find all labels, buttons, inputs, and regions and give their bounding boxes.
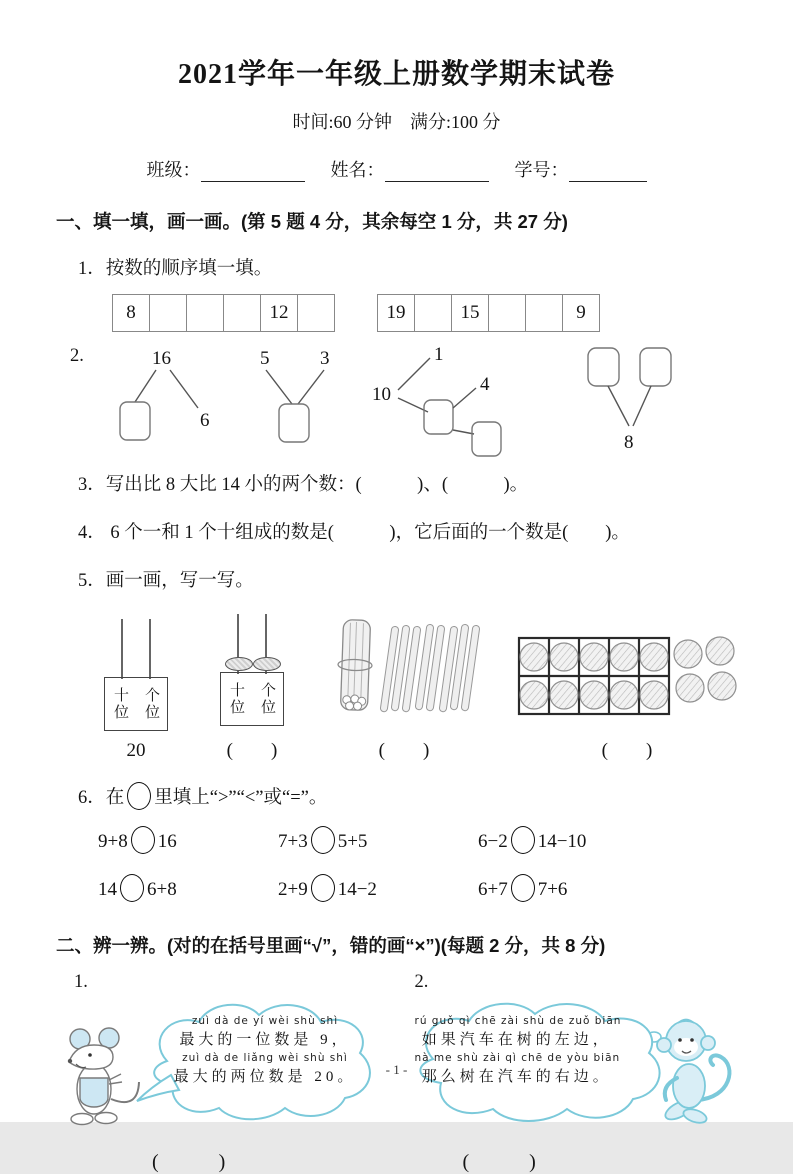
strip1-cell[interactable] — [186, 294, 224, 332]
right-expression: 7+6 — [537, 879, 568, 900]
exam-meta: 时间:60 分钟 满分:100 分 — [292, 112, 501, 132]
section2-heading: 二、辨一辨。(对的在括号里画“√”，错的画“×”)(每题 2 分，共 8 分) — [56, 935, 606, 956]
q6-label-before: 6．在 — [78, 788, 125, 808]
bond-d-answer-box-1[interactable] — [588, 348, 619, 386]
left-expression: 2+9 — [278, 879, 308, 900]
strip2-cell[interactable] — [525, 294, 563, 332]
bond-b-right: 3 — [319, 348, 330, 369]
loose-sticks — [380, 624, 480, 712]
page-number: - 1 - — [385, 1062, 408, 1077]
q5-caption-2[interactable]: ( ) — [226, 740, 278, 761]
q5-place-value-empty — [96, 613, 176, 762]
strip2-cell: 9 — [562, 294, 600, 332]
page-title: 2021学年一年级上册数学期末试卷 — [177, 59, 615, 90]
number-bond-c — [370, 342, 516, 458]
left-expression: 14 — [98, 879, 117, 900]
place-value-chart-2 — [212, 608, 292, 726]
tens-place-label: 十位 — [228, 682, 244, 716]
number-bond-a — [110, 342, 222, 446]
pinyin-line: zuì dà de liǎng wèi shù shì — [182, 1052, 348, 1064]
comparison-item — [98, 874, 278, 902]
q5-caption-3[interactable]: ( ) — [378, 740, 430, 761]
q2-number-bonds — [70, 342, 737, 458]
strip1-cell: 12 — [260, 294, 298, 332]
bond-c-top: 1 — [433, 344, 444, 365]
hanzi-line: 最大的一位数是 9， — [179, 1032, 351, 1048]
bond-c-answer-box-1[interactable] — [424, 400, 453, 434]
ones-rod — [149, 619, 151, 679]
place-value-box — [104, 677, 168, 731]
strip1-cell[interactable] — [223, 294, 261, 332]
q3-text: 3．写出比 8 大比 14 小的两个数：( )、( )。 — [78, 475, 529, 495]
compare-circle[interactable] — [311, 826, 335, 854]
hanzi-line: 那么树在汽车的右边。 — [421, 1069, 612, 1085]
bond-a-right: 6 — [199, 410, 210, 431]
tens-bead — [225, 657, 253, 671]
q6-label — [56, 782, 737, 810]
strip2-cell: 15 — [451, 294, 489, 332]
q5-balls — [516, 626, 738, 762]
place-value-box — [220, 672, 284, 726]
tens-rod — [121, 619, 123, 679]
place-value-chart-1[interactable] — [96, 613, 176, 731]
bond-b-answer-box[interactable] — [279, 404, 309, 442]
number-bond-d — [576, 342, 686, 452]
ones-place-label: 个位 — [143, 687, 159, 721]
q1-label: 1．按数的顺序填一填。 — [78, 259, 273, 279]
class-label: 班级： — [146, 160, 201, 180]
q5-caption-1: 20 — [126, 740, 146, 761]
comparison-item — [278, 874, 478, 902]
id-label: 学号： — [514, 160, 569, 180]
q5-sticks — [328, 614, 480, 762]
q5-place-value-beads — [212, 608, 292, 762]
number-bond-b — [248, 342, 344, 446]
left-expression: 9+8 — [98, 831, 128, 852]
compare-circle[interactable] — [311, 874, 335, 902]
compare-circle[interactable] — [131, 826, 155, 854]
hanzi-line: 如果汽车在树的左边， — [421, 1032, 612, 1048]
pinyin-line: nà me shù zài qì chē de yòu biān — [414, 1052, 621, 1064]
bond-a-top: 16 — [151, 348, 171, 369]
right-expression: 16 — [157, 831, 177, 852]
right-expression: 6+8 — [147, 879, 177, 900]
strip2-cell[interactable] — [414, 294, 452, 332]
judge2-number: 2. — [414, 972, 429, 992]
comparison-item — [478, 874, 708, 902]
ones-place-label: 个位 — [259, 682, 275, 716]
q5-caption-4[interactable]: ( ) — [601, 740, 653, 761]
student-info-line — [56, 156, 737, 182]
ones-bead — [253, 657, 281, 671]
comparison-item — [98, 826, 278, 854]
compare-circle[interactable] — [511, 874, 535, 902]
pinyin-line: zuì dà de yí wèi shù shì — [191, 1015, 339, 1027]
comparison-item — [278, 826, 478, 854]
q5-label: 5．画一画，写一写。 — [78, 571, 254, 591]
strip2-cell: 19 — [377, 294, 415, 332]
q5-figures — [96, 608, 737, 762]
example-circle — [127, 782, 151, 810]
id-blank[interactable] — [569, 161, 647, 182]
name-blank[interactable] — [385, 161, 489, 182]
right-expression: 5+5 — [337, 831, 368, 852]
right-expression: 14−2 — [337, 879, 377, 900]
strip1-cell[interactable] — [297, 294, 335, 332]
strip1-cell: 8 — [112, 294, 150, 332]
q6-comparisons — [98, 826, 737, 902]
strip2-cell[interactable] — [488, 294, 526, 332]
bond-b-left: 5 — [259, 348, 270, 369]
right-expression: 14−10 — [537, 831, 587, 852]
compare-circle[interactable] — [120, 874, 144, 902]
class-blank[interactable] — [201, 161, 305, 182]
number-strip-2 — [377, 294, 600, 332]
number-strip-1 — [112, 294, 335, 332]
ten-frame-balls-illustration — [516, 626, 738, 726]
bond-d-answer-box-2[interactable] — [640, 348, 671, 386]
bond-c-mid: 4 — [479, 374, 490, 395]
judge1-number: 1. — [74, 972, 88, 992]
sticks-illustration — [328, 614, 480, 726]
bond-c-left: 10 — [371, 384, 391, 405]
q1-number-strips — [112, 294, 737, 332]
hanzi-line: 最大的两位数是 20。 — [173, 1069, 357, 1085]
name-label: 姓名： — [330, 160, 385, 180]
judge1-answer-bracket[interactable]: ( ) — [152, 1151, 226, 1173]
section1-heading: 一、填一填，画一画。(第 5 题 4 分，其余每空 1 分，共 27 分) — [56, 211, 568, 232]
judge2-answer-bracket[interactable]: ( ) — [462, 1151, 536, 1173]
strip1-cell[interactable] — [149, 294, 187, 332]
bond-a-answer-box[interactable] — [120, 402, 150, 440]
tens-place-label: 十位 — [112, 687, 128, 721]
q2-number: 2. — [70, 346, 84, 366]
bond-c-answer-box-2[interactable] — [472, 422, 501, 456]
left-expression: 6+7 — [478, 879, 508, 900]
left-expression: 7+3 — [278, 831, 308, 852]
left-expression: 6−2 — [478, 831, 508, 852]
comparison-item — [478, 826, 708, 854]
bond-d-bottom: 8 — [623, 432, 634, 453]
pinyin-line: rú guǒ qì chē zài shù de zuǒ biān — [414, 1015, 622, 1027]
compare-circle[interactable] — [511, 826, 535, 854]
q4-text: 4． 6 个一和 1 个十组成的数是( )，它后面的一个数是( )。 — [78, 523, 630, 543]
q6-label-after: 里填上“>”“<”或“=”。 — [154, 788, 328, 808]
